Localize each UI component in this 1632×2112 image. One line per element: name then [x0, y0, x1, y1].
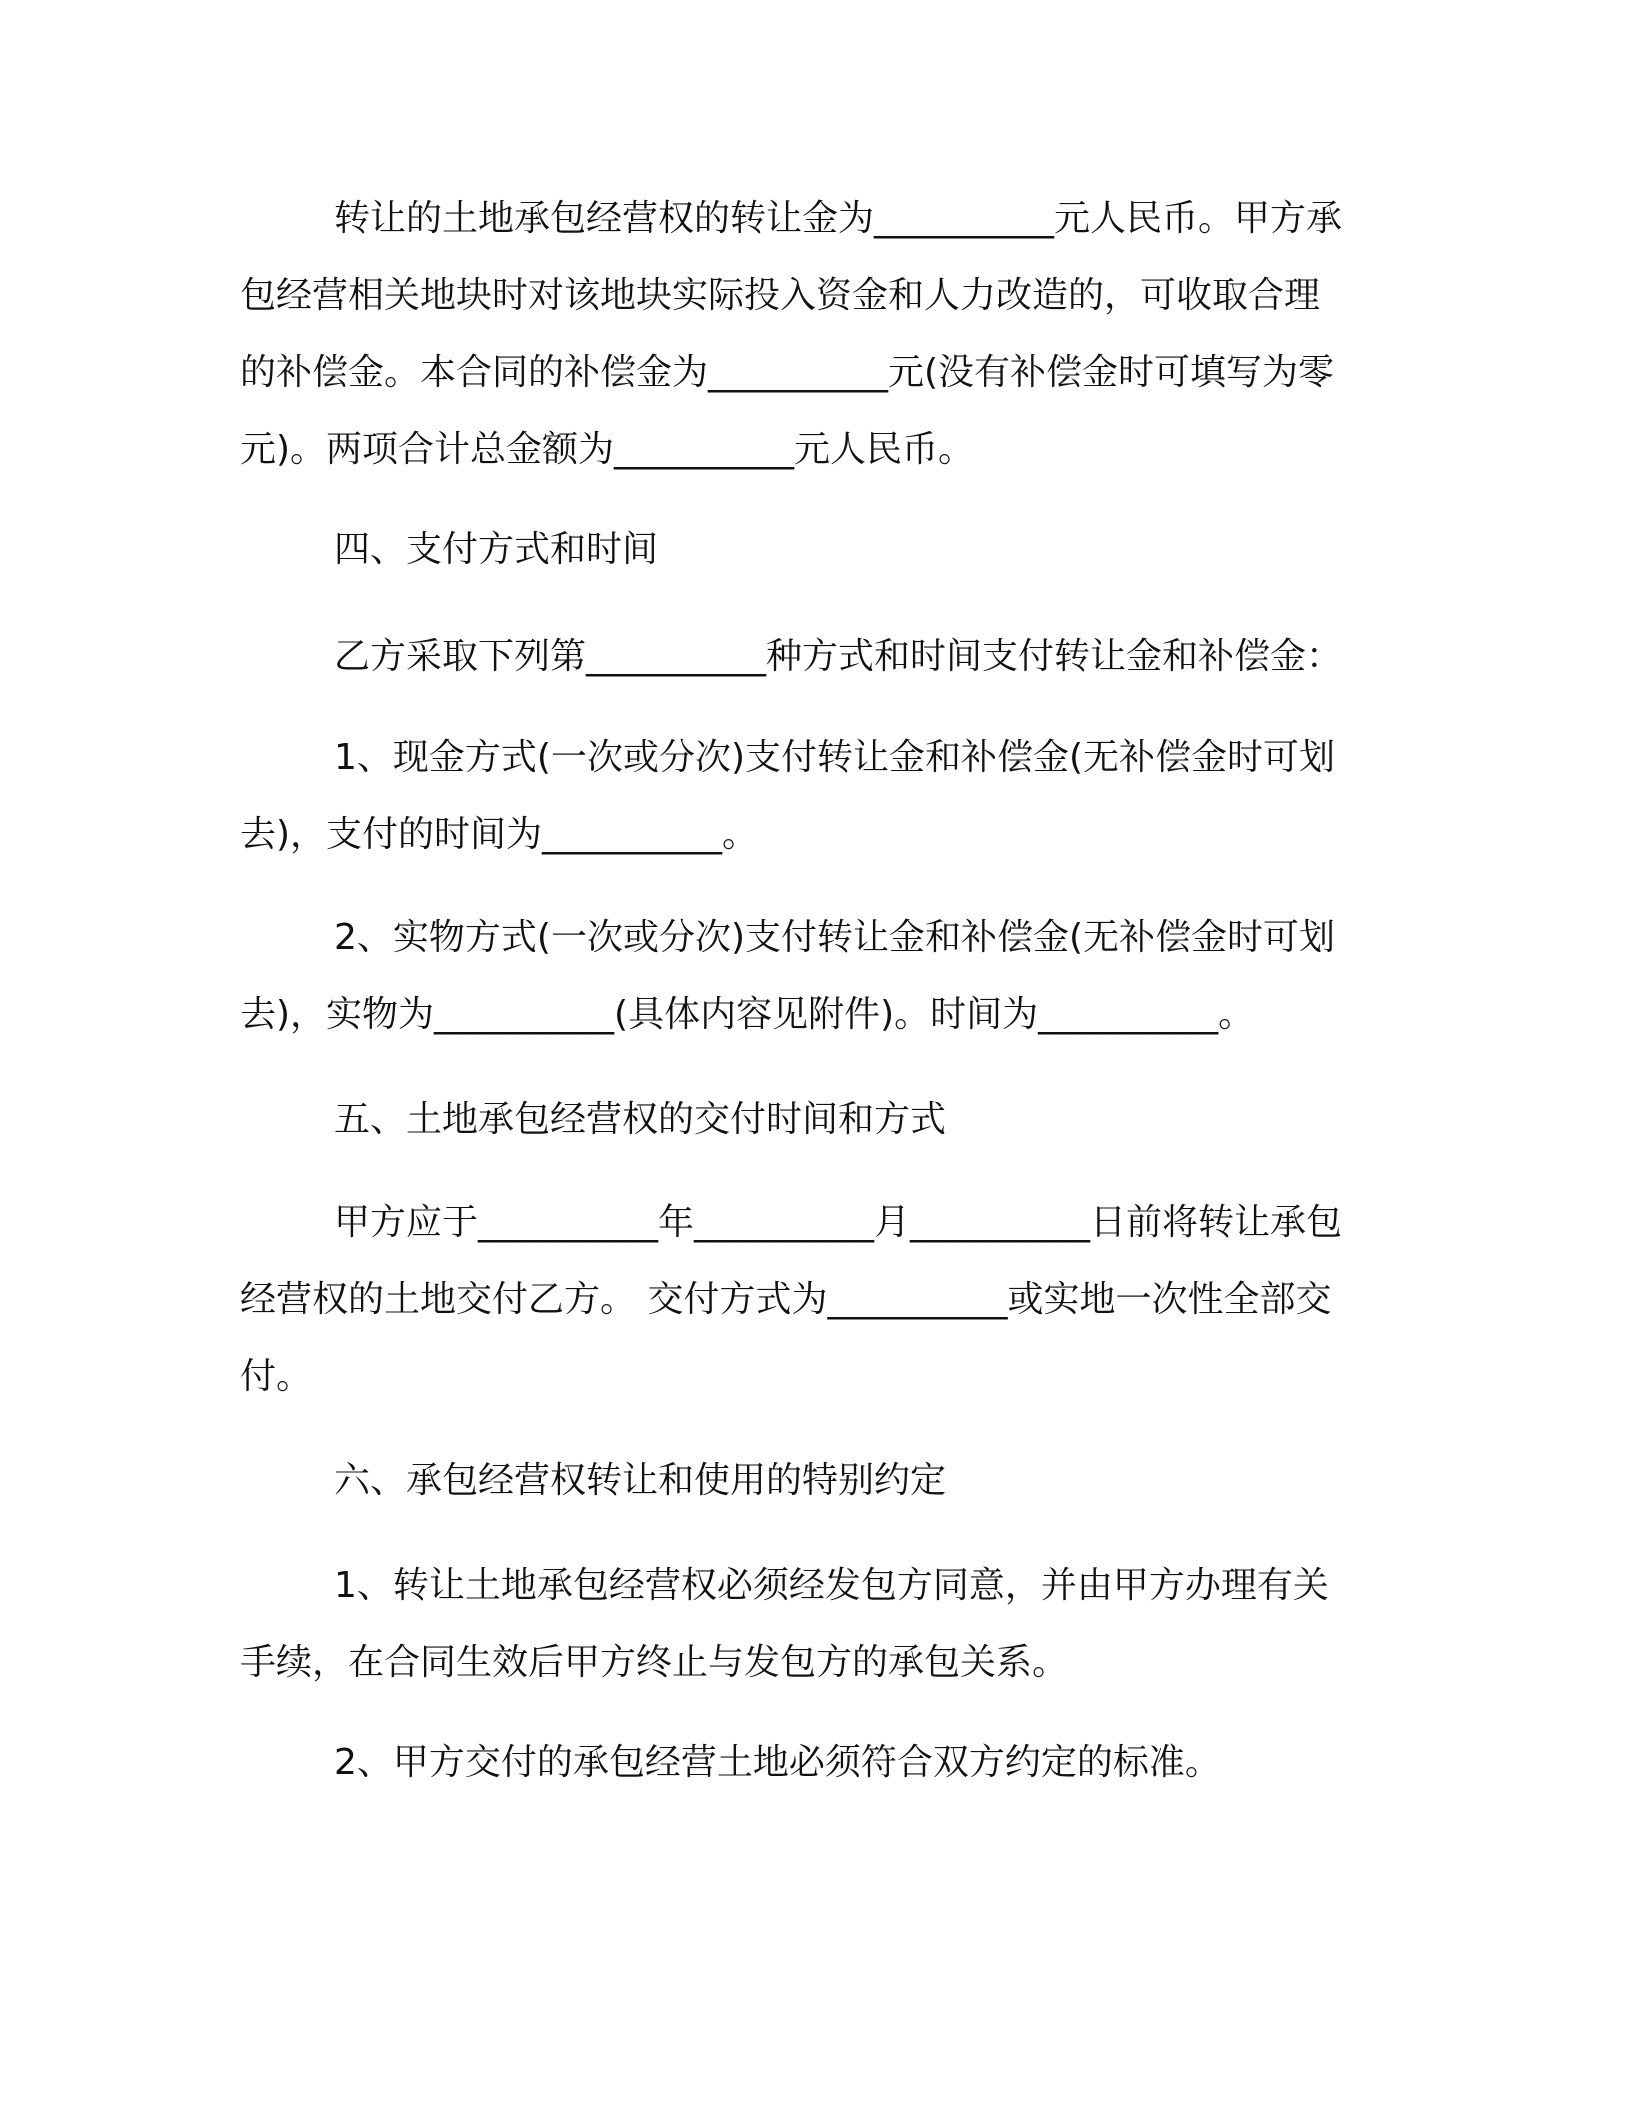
paragraph-line: 甲方应于__________年__________月__________日前将转让承包 — [334, 1202, 1343, 1243]
paragraph-line: 2、甲方交付的承包经营土地必须符合双方约定的标准。 — [334, 1742, 1221, 1783]
paragraph-line: 包经营相关地块时对该地块实际投入资金和人力改造的，可收取合理 — [240, 275, 1321, 316]
paragraph-line: 元)。两项合计总金额为__________元人民币。 — [240, 429, 975, 470]
paragraph-delivery-time — [240, 1184, 1380, 1415]
heading-text: 五、土地承包经营权的交付时间和方式 — [334, 1099, 947, 1140]
paragraph-payment-cash — [240, 719, 1380, 873]
paragraph-line: 乙方采取下列第__________种方式和时间支付转让金和补偿金： — [334, 636, 1343, 677]
paragraph-line: 1、现金方式(一次或分次)支付转让金和补偿金(无补偿金时可划 — [334, 737, 1336, 778]
heading-text: 六、承包经营权转让和使用的特别约定 — [334, 1460, 947, 1501]
heading-text: 四、支付方式和时间 — [334, 529, 659, 570]
paragraph-payment-method-choice — [240, 618, 1380, 695]
paragraph-special-term-1 — [240, 1547, 1380, 1701]
paragraph-line: 付。 — [240, 1356, 313, 1397]
paragraph-line: 1、转让土地承包经营权必须经发包方同意，并由甲方办理有关 — [334, 1565, 1329, 1606]
paragraph-special-term-2 — [240, 1724, 1380, 1801]
section-heading-delivery — [240, 1081, 1380, 1158]
paragraph-line: 经营权的土地交付乙方。 交付方式为__________或实地一次性全部交 — [240, 1279, 1332, 1320]
paragraph-transfer-fee — [240, 180, 1380, 488]
paragraph-payment-in-kind — [240, 899, 1380, 1053]
section-heading-payment — [240, 511, 1380, 588]
paragraph-line: 的补偿金。本合同的补偿金为__________元(没有补偿金时可填写为零 — [240, 352, 1335, 393]
section-heading-special-terms — [240, 1442, 1380, 1519]
paragraph-line: 手续，在合同生效后甲方终止与发包方的承包关系。 — [240, 1642, 1069, 1683]
paragraph-line: 2、实物方式(一次或分次)支付转让金和补偿金(无补偿金时可划 — [334, 917, 1336, 958]
paragraph-line: 转让的土地承包经营权的转让金为__________元人民币。甲方承 — [334, 198, 1343, 239]
paragraph-line: 去)，支付的时间为__________。 — [240, 814, 759, 855]
paragraph-line: 去)，实物为__________(具体内容见附件)。时间为__________。 — [240, 994, 1255, 1035]
